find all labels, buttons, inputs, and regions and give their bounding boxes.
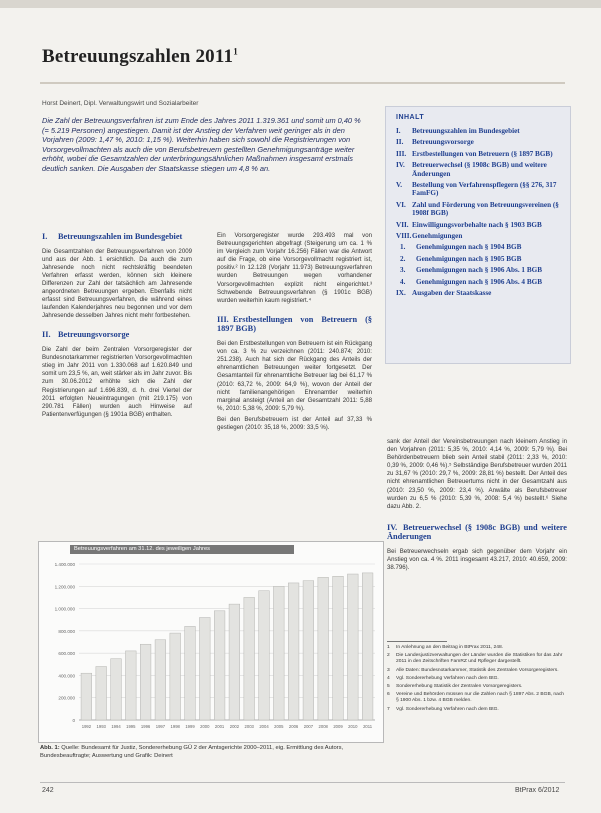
toc-item-label: Einwilligungsvorbehalte nach § 1903 BGB	[412, 220, 542, 229]
footnote-rule	[387, 641, 447, 642]
toc-item-number: IX.	[396, 289, 406, 298]
footnote	[387, 668, 567, 674]
bar	[140, 644, 151, 720]
toc-item-number: 2.	[400, 254, 406, 263]
bar	[229, 604, 240, 720]
toc-item-label: Betreuungszahlen im Bundesgebiet	[412, 127, 520, 135]
toc-item-label: Zahl und Förderung von Betreuungsvereinen (§ 1908f BGB)	[412, 200, 559, 218]
toc-item-label: Genehmigungen nach § 1906 Abs. 1 BGB	[416, 266, 543, 275]
toc-item-number: VIII.	[396, 232, 412, 241]
y-tick-label: 1.000.000	[54, 606, 75, 612]
y-tick-label: 1.400.000	[54, 562, 75, 567]
toc-item	[396, 266, 562, 274]
column-3	[387, 438, 567, 575]
section-3b-text: Bei den Berufsbetreuern ist der Anteil auf 37,33 % gestiegen (2010: 35,18 %, 2009: 33,5 %).	[217, 415, 372, 431]
x-tick-label: 2000	[200, 724, 210, 729]
toc-item-label: Genehmigungen nach § 1905 BGB	[416, 254, 522, 263]
x-tick-label: 2004	[259, 724, 269, 729]
toc-item-label: Betreuungsvorsorge	[412, 138, 474, 147]
toc-item	[396, 289, 562, 297]
x-tick-label: 2010	[348, 724, 358, 729]
footnote	[387, 692, 567, 704]
bar-chart	[39, 542, 383, 742]
y-tick-label: 200.000	[58, 695, 75, 701]
chart-title: Betreuungsverfahren am 31.12. des jeweiligen Jahres	[70, 545, 294, 554]
x-tick-label: 2007	[303, 724, 314, 729]
footnote-number: 1	[387, 645, 390, 650]
toc-item	[396, 232, 562, 240]
bar	[96, 667, 107, 720]
bar	[185, 626, 196, 720]
footnote	[387, 684, 567, 690]
toc-item-label: Genehmigungen nach § 1906 Abs. 4 BGB	[416, 277, 543, 286]
bar	[259, 591, 270, 720]
toc-item	[396, 243, 562, 251]
section-4-heading: IV. Betreuerwechsel (§ 1908c BGB) und weitere Änderungen	[387, 522, 567, 542]
x-tick-label: 1994	[111, 724, 121, 729]
footnote	[387, 707, 567, 713]
footnote-number: 7	[387, 706, 390, 712]
toc-item-number: II.	[396, 138, 404, 147]
x-tick-label: 2001	[214, 724, 225, 729]
toc-item-label: Genehmigungen nach § 1904 BGB	[416, 243, 522, 252]
footnote-text: Vgl. Sondererhebung Verfahren nach dem BtG.	[396, 675, 499, 681]
section-3c-text: sank der Anteil der Vereinsbetreuungen nach kleinem Anstieg in den Vorjahren (2011: 5,35 %, 2010: 4,14 %, 2009: 5,79 %). Bei Behördenbetreuern blieb sein Anteil stabil (2011: 2,33 %, 2010: 0,39 %, 2009: 0,46 %).⁵ Selbständige Berufsbetreuer wurden 2011 zu 31,67 % (2010: 29,7 %, 2009: 28,81 %) bestellt. Der Anteil des nicht ehrenamtlichen Betreuertums nicht in der Gesamtzahl aus (2010: 23,50 %, 2009: 23,4 %). Anwälte als Berufsbetreuer wurden zu 6,5 % (2010: 5,39 %, 2008: 5,4 %) bestellt.⁶ Siehe dazu Abb. 2.	[387, 438, 567, 510]
footnote-number: 5	[387, 684, 390, 690]
toc-item	[396, 201, 562, 218]
toc-list	[386, 127, 570, 298]
footnotes	[387, 645, 567, 715]
bar	[244, 597, 255, 720]
bar	[288, 583, 299, 720]
bar	[303, 581, 314, 720]
x-tick-label: 1995	[126, 724, 136, 729]
table-of-contents	[385, 106, 571, 364]
x-tick-label: 1998	[170, 724, 180, 729]
bar	[347, 574, 358, 720]
x-tick-label: 2009	[333, 724, 343, 729]
footnote-text: Alle Daten: Bundesnotarkammer, Statistik des Zentralen Vorsorgeregisters.	[396, 667, 559, 673]
toc-item	[396, 278, 562, 286]
x-tick-label: 2002	[229, 724, 240, 729]
x-tick-label: 1996	[140, 724, 151, 729]
x-tick-label: 1997	[155, 724, 166, 729]
toc-item-label: Betreuerwechsel (§ 1908c BGB) und weitere Änderungen	[412, 161, 547, 178]
toc-item-number: 1.	[400, 243, 406, 252]
bar	[362, 573, 373, 720]
toc-item	[396, 138, 562, 146]
x-tick-label: 2008	[318, 724, 328, 729]
section-2-text: Die Zahl der beim Zentralen Vorsorgeregister der Bundesnotarkammer registrierten Vorsorgevollmachten stieg im Jahr 2011 von 1.330.068 auf 1.620.849 und somit um 23,5 %, an, weit stärker als im Jahr zuvor. Bis zum 30.06.2012 erhöhte sich die Zahl der Registrierungen auf 1.696.839, d. h. drei Viertel der 2011 erfolgten Neueintragungen (mit 219.175) von 290.781 Fällen) wurden auch Hinweise auf Patientenverfügungen (§ 1901a BGB) enthalten.	[42, 346, 192, 418]
bar	[170, 633, 181, 720]
toc-item-label: Bestellung von Verfahrenspflegern (§§ 276, 317 FamFG)	[412, 181, 557, 198]
bar	[318, 577, 329, 720]
x-tick-label: 2011	[363, 724, 373, 729]
footer-rule	[40, 782, 565, 783]
footnote-text: Vereine und Behörden müssen nur die Zahlen nach § 1897 Abs. 2 BGB, nach § 1900 Abs. 1 bzw. 4 BGB melden.	[396, 692, 565, 704]
bar	[214, 611, 225, 720]
y-tick-label: 1.200.000	[54, 584, 75, 590]
figure-caption: Abb. 1: Quelle: Bundesamt für Justiz, Sondererhebung GÜ 2 der Amtsgerichte 2000–2011, eig. Ermittlung des Autors, Bundesbeauftragte; Auswertung und Grafik: Deinert	[40, 745, 344, 759]
y-tick-label: 600.000	[58, 651, 75, 657]
x-tick-label: 2006	[288, 724, 299, 729]
toc-heading: INHALT	[396, 114, 425, 121]
title-footnote-mark: 1	[233, 46, 238, 57]
toc-item-label: Ausgaben der Staatskasse	[412, 289, 492, 298]
toc-item-number: VII.	[396, 220, 409, 229]
chart-frame	[38, 541, 384, 743]
bar	[199, 617, 210, 720]
journal-name: BtPrax 6/2012	[515, 787, 560, 794]
footnote-text: Sondererhebung Statistik der Zentralen Vorsorgeregisters.	[396, 684, 523, 690]
x-tick-label: 1993	[96, 724, 106, 729]
column-1	[42, 232, 192, 422]
toc-item-number: III.	[396, 149, 407, 158]
toc-item-label: Genehmigungen	[412, 232, 463, 241]
section-1-heading: I. Betreuungszahlen im Bundesgebiet	[42, 232, 183, 241]
y-tick-label: 800.000	[58, 628, 75, 634]
title-rule	[40, 82, 565, 84]
y-tick-label: 0	[72, 718, 75, 723]
toc-item-number: 3.	[400, 266, 406, 275]
toc-item-number: IV.	[396, 161, 405, 170]
section-2b-text: Ein Vorsorgeregister wurde 293.493 mal von Betreuungsgerichten abgefragt (Steigerung um ca. 1 % im Vergleich zum Vorjahr 16.256) Fällen war die Antwort auf die Frage, ob eine Vorsorgevollmacht registriert ist, positiv.² In 12.128 (Vorjahr 11.973) Betreuungsverfahren wurden Betreuungen wegen vorhandener Vorsorgevollmachten explizit nicht eingerichtet.³ Schwebende Betreuungsverfahren (§ 1901c BGB) wurden weiterhin kaum registriert.⁴	[217, 232, 372, 304]
footnote	[387, 653, 567, 665]
section-4-text: Bei Betreuerwechseln ergab sich gegenüber dem Vorjahr ein Anstieg von ca. 4 %. 2011 insgesamt 43.217, 2010: 40.659, 2009: 38.796).	[387, 548, 567, 572]
page-title: Betreuungszahlen 2011$^1$	[42, 46, 238, 67]
author-line: Horst Deinert, Dipl. Verwaltungswirt und Sozialarbeiter	[42, 100, 199, 107]
footnote	[387, 676, 567, 682]
toc-item	[396, 255, 562, 263]
x-tick-label: 1992	[81, 724, 92, 729]
footnote-number: 2	[387, 653, 390, 659]
bar	[111, 659, 122, 720]
section-1-text: Die Gesamtzahlen der Betreuungsverfahren von 2009 und aus der Abb. 1 ersichtlich. Da auch die zum Jahresende noch nicht rechtskräftig beendeten Verfahren erfasst werden, können sich kleinere Differenzen zur Zahl der tatsächlich am Jahresende angeordneten Betreuungen ergeben. Ebenfalls nicht erfasst sind Betreuungsverfahren, die während eines laufenden Kalenderjahres neu begonnen und vor dem Jahresende desselben Jahres nicht mehr fortbestehen.	[42, 247, 192, 320]
toc-item	[396, 181, 562, 198]
toc-item-number: VI.	[396, 200, 406, 209]
footnote	[387, 645, 567, 651]
column-2	[217, 232, 372, 435]
bar	[333, 576, 344, 720]
toc-item	[396, 161, 562, 178]
footnote-text: Vgl. Sondererhebung Verfahren nach dem BtG.	[396, 706, 499, 712]
toc-item-number: 4.	[400, 277, 406, 286]
footnote-text: In Anlehnung an den Beitrag in BtPrax 2011, 248.	[396, 645, 504, 650]
toc-item	[396, 150, 562, 158]
toc-item	[396, 221, 562, 229]
footnote-number: 6	[387, 692, 390, 698]
footnote-number: 3	[387, 667, 390, 673]
bar	[81, 673, 92, 720]
footnote-number: 4	[387, 675, 390, 681]
section-3-heading: III. Erstbestellungen von Betreuern (§ 1897 BGB)	[217, 314, 372, 334]
page-number: 242	[42, 787, 54, 794]
bar	[125, 651, 136, 720]
section-3-text: Bei den Erstbestellungen von Betreuern ist ein Rückgang von ca. 3 % zu verzeichnen (2011: 240.874; 2010: 251.238). Auch hat sich der Rückgang des Anteils der ehrenamtlichen Betreuungen weiter fortgesetzt. Der Gesamtanteil für ehrenamtliche Betreuer lag bei 61,17 % (2010: 63,72 %, 2009: 64,9 %), wovon der Anteil der nicht familienangehörigen Ehrenamtler weiterhin marginal ansteigt (Anteil an der Gesamtzahl 2011: 5,88 %, 2010: 5,38 %, 2009: 5,79 %).	[217, 340, 372, 412]
toc-item-label: Erstbestellungen von Betreuern (§ 1897 BGB)	[412, 149, 553, 158]
x-tick-label: 2003	[244, 724, 254, 729]
toc-item-number: I.	[396, 127, 401, 135]
lead-paragraph: Die Zahl der Betreuungsverfahren ist zum Ende des Jahres 2011 1.319.361 und somit um 0,40 % (= 5.219 Personen) angestiegen. Damit ist der Anstieg der Verfahren weit geringer als in den Vorjahren (2009: 1,47 %, 2010: 1,15 %). Weiterhin haben sich sowohl die Registrierungen von Vorsorgevollmachten als auch die von Berufsbetreuern gestellten Genehmigungsanträge weiter erhöht, wobei die Gesamtzahlen der unterbringungsähnlichen Maßnahmen insgesamt erstmals deutlich sanken. Die Ausgaben der Staatskasse stiegen um 4,8 % an.	[42, 116, 361, 173]
footnote-text: Die Landesjustizverwaltungen der Länder wurden die Statistiken für das Jahr 2011 in den Zeitschriften FamRZ und Rpfleger dargestellt.	[396, 653, 563, 665]
x-tick-label: 2005	[274, 724, 284, 729]
section-2-heading: II. Betreuungsvorsorge	[42, 330, 130, 340]
y-tick-label: 400.000	[58, 673, 75, 679]
top-bar	[0, 0, 601, 8]
bar	[155, 640, 166, 720]
bar	[273, 586, 284, 720]
x-tick-label: 1999	[185, 724, 195, 729]
toc-item-number: V.	[396, 181, 403, 190]
toc-item	[396, 127, 562, 135]
